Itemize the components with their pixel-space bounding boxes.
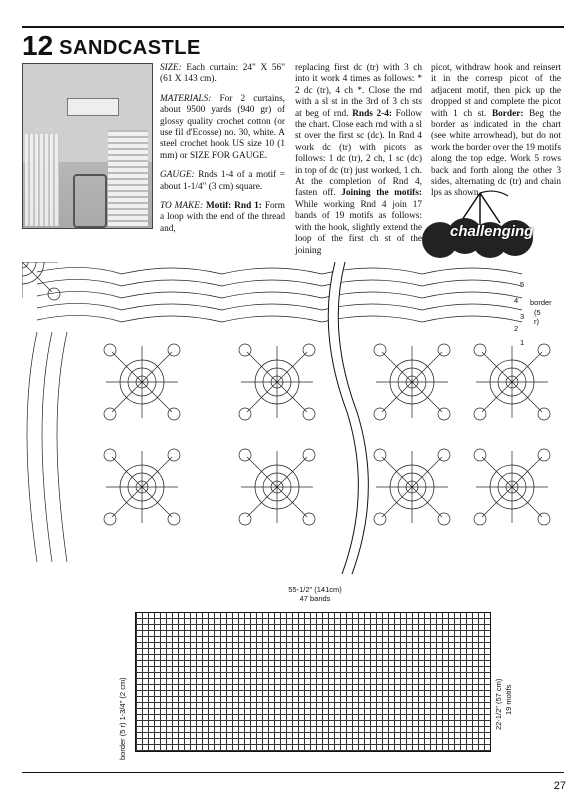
border-rows-label: (5 r) xyxy=(534,308,541,326)
row-label-5: 5 xyxy=(520,280,525,289)
size-body: Each curtain: 24" X 56" (61 X 143 cm). xyxy=(160,63,285,85)
border-label-chart: border xyxy=(530,298,552,307)
row-label-1: 1 xyxy=(520,338,525,347)
border-measurement-label: border (5 r) 1-3/4" (2 cm) xyxy=(118,677,127,760)
curtain-photo xyxy=(22,63,153,229)
motif-rnd1-label: Motif: Rnd 1: xyxy=(205,201,262,212)
curtain-schematic-grid xyxy=(135,612,491,752)
footer-rule xyxy=(22,772,564,773)
schematic-width xyxy=(130,585,500,603)
page-header xyxy=(22,26,564,60)
row-label-3: 3 xyxy=(520,312,525,321)
materials-body: For 2 curtains, about 9500 yards (940 gr) of glossy quality crochet cotton (or use fil d'Ecosse) no. 30, white. A steel crochet hook US size 10 (1 mm) or SIZE FOR GAUGE. xyxy=(160,93,286,161)
gauge-label: GAUGE: xyxy=(160,170,195,181)
text-column-2 xyxy=(295,63,422,265)
row-label-4: 4 xyxy=(514,296,519,305)
width-measurement: 55-1/2" (141cm) xyxy=(288,585,342,594)
pattern-number: 12 xyxy=(22,30,54,61)
col2-part-b: Follow the chart. Close each rnd with a sl st over the first sc (dc). In Rnd 4 work dc (tr) with picots as follows: 1 dc (tr), 2 ch, 1 sc (dc) in top of dc (tr) just worked, 1 ch. At the completion of Rnd 4, fasten off. xyxy=(295,108,423,199)
page-number: 27 xyxy=(553,780,566,792)
joining-label: Joining the motifs: xyxy=(341,188,422,199)
gauge-body: Rnds 1-4 of a motif = about 1-1/4" (3 cm) square. xyxy=(160,170,285,192)
col3-part-b: Beg the border as indicated in the chart (see white arrowhead), but do not work the border over the 19 motifs along the top edge. Work 5 rows back and forth along the other 3 sides, alternating dc (tr) and chain lps as shown. xyxy=(431,108,562,199)
col2-part-c: While working Rnd 4 join 17 bands of 19 motifs as follows: with the hook, slightly extend the loop of the first ch st of the joining xyxy=(295,199,422,256)
height-measurement-label: 22-1/2" (57 cm) xyxy=(494,678,503,730)
materials-label: MATERIALS: xyxy=(160,93,212,104)
col3-part-a: picot, withdraw hook and reinsert it in the corresp picot of the adjacent motif, then pick up the dropped st and complete the picot with 1 ch st. xyxy=(431,63,561,119)
border-label: Border: xyxy=(491,108,524,119)
size-label: SIZE: xyxy=(160,63,182,73)
crochet-chart xyxy=(22,262,564,574)
skill-badge xyxy=(420,188,540,263)
text-column-1 xyxy=(160,63,285,243)
bands-count: 47 bands xyxy=(299,594,331,603)
col2-part-a: replacing first dc (tr) with 3 ch into it work 4 times as follows: * 2 dc (tr), 4 ch *. Close the rnd with a sl st in the 3rd of 3 ch sts at beg of rnd. xyxy=(295,63,422,119)
to-make-label: TO MAKE: xyxy=(160,201,204,212)
to-make-body: Form a loop with the end of the thread and, xyxy=(160,201,285,234)
motif-count-label: 19 motifs xyxy=(504,684,513,715)
text-column-3 xyxy=(431,63,561,208)
row-label-2: 2 xyxy=(514,324,519,333)
rnds-2-4-label: Rnds 2-4: xyxy=(352,108,392,119)
skill-level: challenging xyxy=(450,223,534,240)
pattern-title: SANDCASTLE xyxy=(59,37,201,59)
